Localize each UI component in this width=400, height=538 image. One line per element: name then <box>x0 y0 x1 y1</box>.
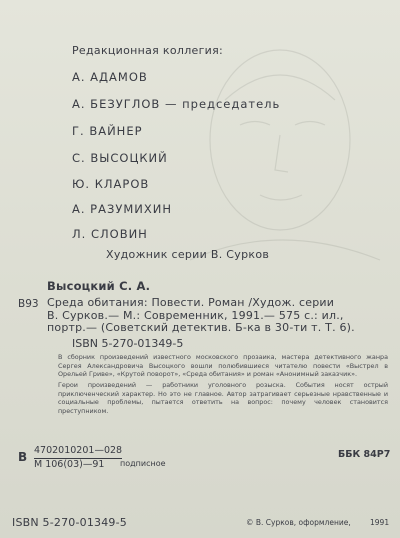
index-numerator: 4702010201—028 <box>34 445 122 459</box>
catalog-isbn: ISBN 5-270-01349-5 <box>72 337 184 350</box>
board-member: А. БЕЗУГЛОВ — председатель <box>72 97 281 111</box>
board-member: Ю. КЛАРОВ <box>72 177 150 191</box>
catalog-index-fraction <box>34 445 122 471</box>
catalog-letter: В <box>18 450 28 464</box>
portrait-watermark <box>130 30 390 270</box>
catalog-code: В93 <box>18 298 39 310</box>
index-denominator: М 106(03)—91 <box>34 459 105 470</box>
catalog-title-line: Среда обитания: Повести. Роман /Худож. серии <box>47 296 335 309</box>
board-member: Л. СЛОВИН <box>72 227 148 241</box>
board-member: С. ВЫСОЦКИЙ <box>72 151 168 165</box>
catalog-author: Высоцкий С. А. <box>47 279 151 293</box>
editorial-board-heading: Редакционная коллегия: <box>72 44 224 57</box>
subscription-note: подписное <box>120 459 166 468</box>
catalog-publisher-line: В. Сурков.— М.: Современник, 1991.— 575 с.: ил., <box>47 309 344 322</box>
copyright-notice: © В. Сурков, оформление, <box>246 518 351 527</box>
board-member: А. РАЗУМИХИН <box>72 202 173 216</box>
board-member: Г. ВАЙНЕР <box>72 124 143 138</box>
copyright-year: 1991 <box>370 518 390 527</box>
catalog-series-line: портр.— (Советский детектив. Б-ка в 30-ти т. Т. 6). <box>47 321 355 334</box>
bbk-code: ББК 84Р7 <box>338 449 391 460</box>
board-member: А. АДАМОВ <box>72 70 148 84</box>
annotation-paragraph: В сборник произведений известного московского прозаика, мастера детективного жанра Сергея Александровича Высоцкого вошли полюбившиеся читателю повести «Выстрел в Орельей Гриве», «Крутой поворот», «Среда обитания» и роман «Анонимный заказчик». <box>58 353 388 379</box>
annotation-paragraph: Герои произведений — работники уголовного розыска. События носят острый приключенческий характер. Но это не главное. Автор затрагивает серьезные нравственные и социальные проблемы, пытается ответить на вопрос: почему человек становится преступником. <box>58 381 388 415</box>
bottom-isbn: ISBN 5-270-01349-5 <box>12 516 127 529</box>
series-artist-credit: Художник серии В. Сурков <box>106 248 270 261</box>
